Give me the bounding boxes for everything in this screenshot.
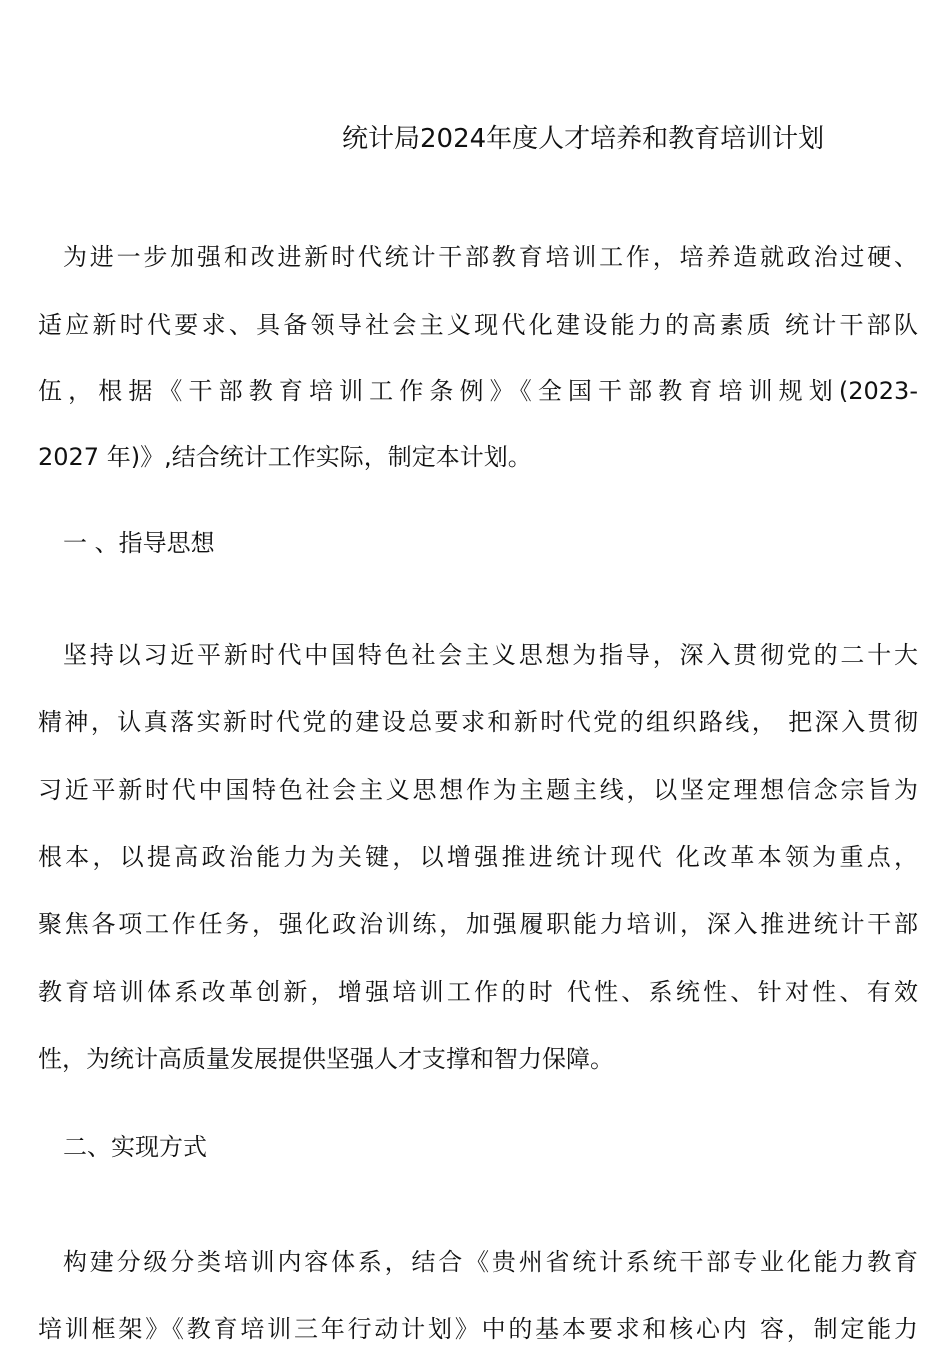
section1-line-7: 性，为统计高质量发展提供坚强人才支撑和智力保障。 xyxy=(38,1045,614,1073)
section2-line-1: 构建分级分类培训内容体系，结合《贵州省统计系统干部专业化能力教育 xyxy=(63,1248,918,1276)
section1-line-3: 习近平新时代中国特色社会主义思想作为主题主线，以坚定理想信念宗旨为 xyxy=(38,776,918,804)
section1-line-4: 根本，以提高政治能力为关键，以增强推进统计现代 化改革本领为重点， xyxy=(38,843,918,871)
section-heading-guiding-thought: 一 、指导思想 xyxy=(63,529,215,557)
section-heading-implementation: 二、实现方式 xyxy=(63,1133,207,1161)
section1-line-1: 坚持以习近平新时代中国特色社会主义思想为指导，深入贯彻党的二十大 xyxy=(63,641,918,669)
document-title: 统计局2024年度人才培养和教育培训计划 xyxy=(342,124,825,154)
section1-line-6: 教育培训体系改革创新，增强培训工作的时 代性、系统性、针对性、有效 xyxy=(38,978,918,1006)
intro-line-4: 2027 年)》,结合统计工作实际，制定本计划。 xyxy=(38,443,532,471)
intro-line-1: 为进一步加强和改进新时代统计干部教育培训工作，培养造就政治过硬、 xyxy=(63,243,918,271)
section2-line-2: 培训框架》《教育培训三年行动计划》中的基本要求和核心内 容，制定能力 xyxy=(38,1315,918,1343)
intro-line-2: 适应新时代要求、具备领导社会主义现代化建设能力的高素质 统计干部队 xyxy=(38,311,918,339)
section1-line-5: 聚焦各项工作任务，强化政治训练，加强履职能力培训，深入推进统计干部 xyxy=(38,910,918,938)
section1-line-2: 精神，认真落实新时代党的建设总要求和新时代党的组织路线， 把深入贯彻 xyxy=(38,708,918,736)
intro-line-3: 伍，根据《干部教育培训工作条例》《全国干部教育培训规划(2023- xyxy=(38,377,918,405)
